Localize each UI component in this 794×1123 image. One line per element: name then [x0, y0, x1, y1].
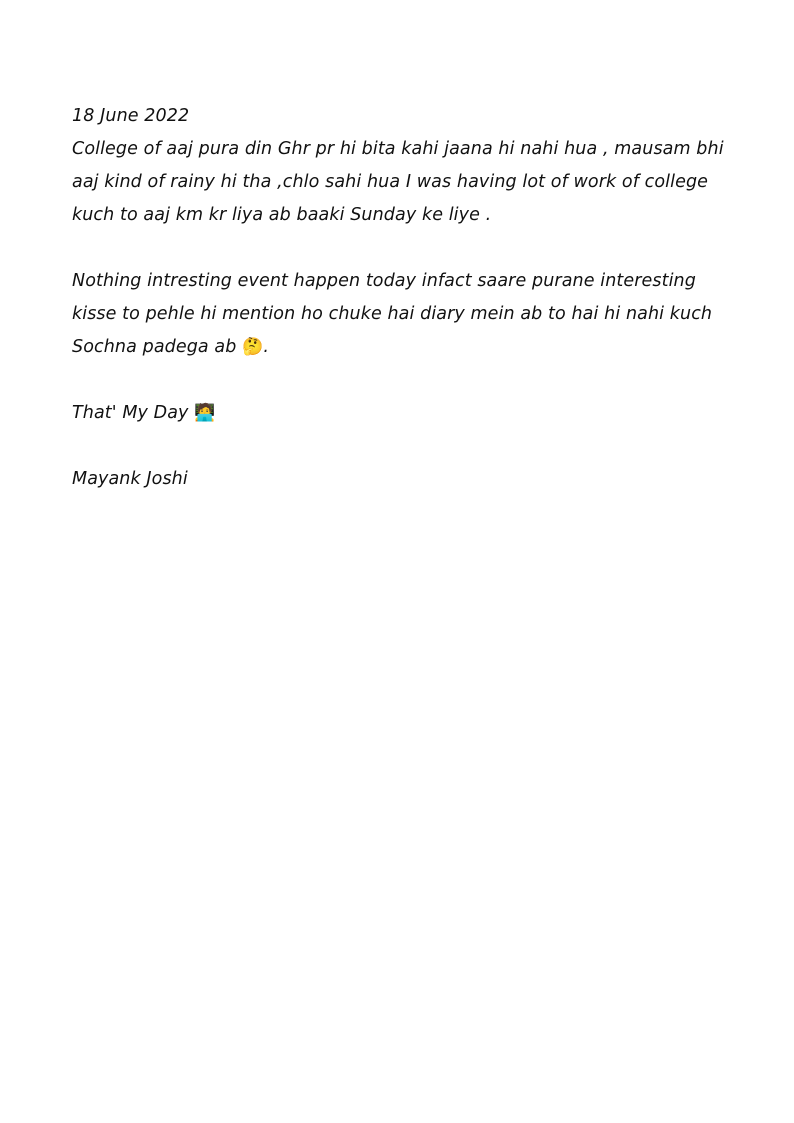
technologist-icon: 🧑‍💻 [194, 403, 216, 423]
diary-entry [72, 100, 734, 496]
paragraph-two [72, 265, 734, 364]
entry-date: 18 June 2022 [72, 106, 190, 126]
paragraph-one-line-2: aaj kind of rainy hi tha ,chlo sahi hua I was having lot of work of college [72, 172, 709, 192]
closing-line [72, 397, 734, 430]
paragraph-one [72, 133, 734, 232]
paragraph-one-line-3: kuch to aaj km kr liya ab baaki Sunday ke liye . [72, 205, 492, 225]
closing-text: That' My Day [72, 403, 189, 423]
paragraph-one-line-1: College of aaj pura din Ghr pr hi bita kahi jaana hi nahi hua , mausam bhi [72, 139, 724, 159]
paragraph-two-line-3 [72, 331, 734, 364]
thinking-face-icon: 🤔 [242, 337, 264, 357]
paragraph-two-line-1: Nothing intresting event happen today infact saare purane interesting [72, 271, 696, 291]
paragraph-gap [72, 232, 734, 265]
paragraph-gap [72, 364, 734, 397]
paragraph-two-line-2: kisse to pehle hi mention ho chuke hai diary mein ab to hai hi nahi kuch [72, 304, 713, 324]
paragraph-two-line-3-text: Sochna padega ab [72, 337, 237, 357]
signature: Mayank Joshi [72, 469, 188, 489]
paragraph-two-end: . [263, 337, 270, 357]
paragraph-gap [72, 430, 734, 463]
